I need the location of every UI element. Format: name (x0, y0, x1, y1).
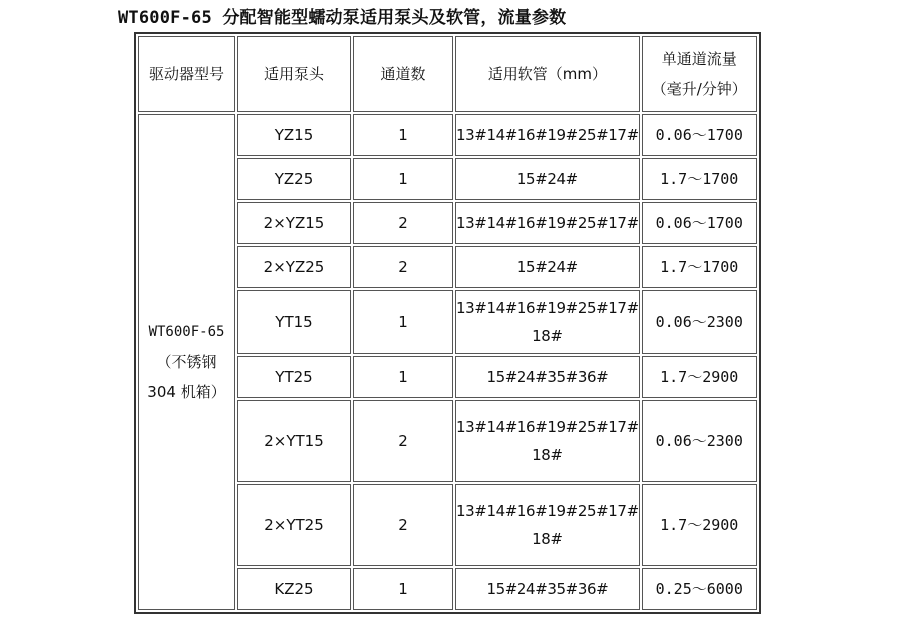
pump-head-cell: 2×YZ15 (237, 202, 351, 244)
channels-cell: 1 (353, 356, 453, 398)
flow-cell: 1.7～1700 (642, 158, 757, 200)
pump-head-cell: YT25 (237, 356, 351, 398)
driver-model-line2: （不锈钢 (156, 353, 217, 371)
pump-head-cell: 2×YT25 (237, 484, 351, 566)
driver-model-line3: 304 机箱） (147, 383, 226, 401)
header-channels: 通道数 (353, 36, 453, 112)
pump-head-cell: 2×YT15 (237, 400, 351, 482)
channels-cell: 2 (353, 400, 453, 482)
header-flow-line1: 单通道流量 (661, 50, 737, 68)
header-flow (642, 36, 757, 112)
hose-cell: 15#24# (455, 246, 640, 288)
flow-cell: 0.06～1700 (642, 202, 757, 244)
flow-cell: 1.7～2900 (642, 356, 757, 398)
hose-cell: 13#14#16#19#25#17# (455, 202, 640, 244)
channels-cell: 1 (353, 114, 453, 156)
pump-head-cell: KZ25 (237, 568, 351, 610)
header-driver-model: 驱动器型号 (138, 36, 235, 112)
channels-cell: 1 (353, 290, 453, 354)
header-hose: 适用软管（mm） (455, 36, 640, 112)
channels-cell: 1 (353, 158, 453, 200)
flow-cell: 1.7～1700 (642, 246, 757, 288)
spec-table (134, 32, 761, 614)
pump-head-cell: YT15 (237, 290, 351, 354)
document-title: WT600F-65 分配智能型蠕动泵适用泵头及软管，流量参数 (118, 8, 567, 28)
channels-cell: 2 (353, 246, 453, 288)
hose-cell: 13#14#16#19#25#17# 18# (455, 290, 640, 354)
flow-cell: 0.06～2300 (642, 400, 757, 482)
driver-model-cell (138, 114, 235, 610)
hose-cell: 15#24#35#36# (455, 568, 640, 610)
header-pump-head: 适用泵头 (237, 36, 351, 112)
flow-cell: 1.7～2900 (642, 484, 757, 566)
hose-cell: 15#24# (455, 158, 640, 200)
channels-cell: 2 (353, 484, 453, 566)
header-flow-line2: （毫升/分钟） (651, 80, 747, 98)
hose-cell: 15#24#35#36# (455, 356, 640, 398)
hose-cell: 13#14#16#19#25#17# (455, 114, 640, 156)
flow-cell: 0.25～6000 (642, 568, 757, 610)
header-row (138, 36, 757, 112)
pump-head-cell: YZ25 (237, 158, 351, 200)
pump-head-cell: 2×YZ25 (237, 246, 351, 288)
hose-cell: 13#14#16#19#25#17# 18# (455, 400, 640, 482)
flow-cell: 0.06～2300 (642, 290, 757, 354)
channels-cell: 2 (353, 202, 453, 244)
flow-cell: 0.06～1700 (642, 114, 757, 156)
table-row (138, 114, 757, 156)
channels-cell: 1 (353, 568, 453, 610)
pump-head-cell: YZ15 (237, 114, 351, 156)
driver-model-line1: WT600F-65 (148, 324, 225, 340)
hose-cell: 13#14#16#19#25#17# 18# (455, 484, 640, 566)
